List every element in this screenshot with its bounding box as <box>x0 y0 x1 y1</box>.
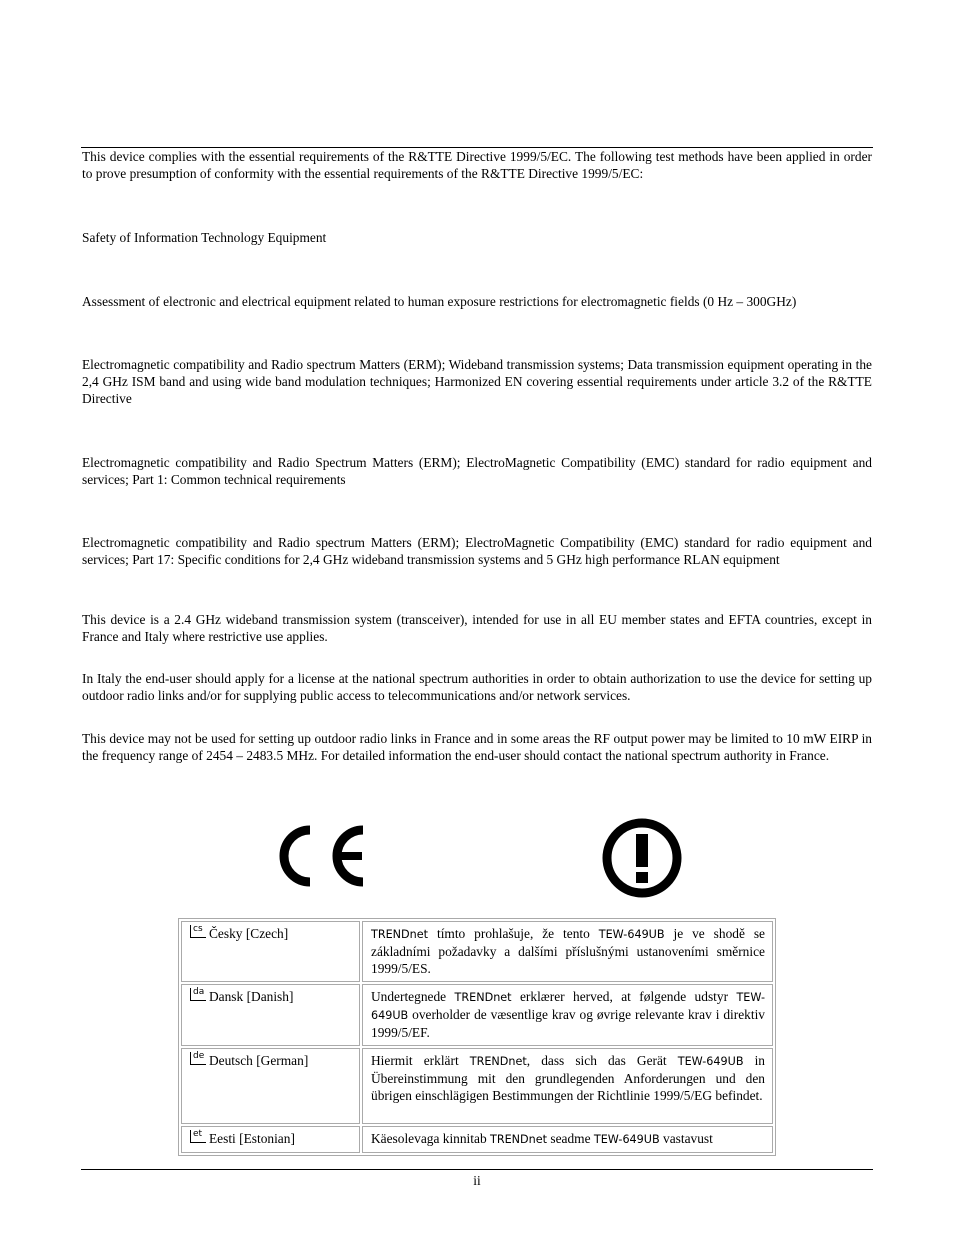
declaration-text: TRENDnet tímto prohlašuje, že tento TEW-649UB je ve shodě se základními požadavky a dalšími příslušnými ustanoveními směrnice 1999/5/ES. <box>362 921 773 982</box>
language-name: Deutsch [German] <box>209 1053 309 1068</box>
italy-paragraph: In Italy the end-user should apply for a license at the national spectrum authorities in order to obtain authorization to use the device for setting up outdoor radio links and/or for supplying public access to telecommunications and/or network services. <box>82 671 872 703</box>
page-number: ii <box>473 1173 481 1188</box>
declaration-text: Undertegnede TRENDnet erklærer herved, at følgende udstyr TEW-649UB overholder de væsentlige krav og øvrige relevante krav i direktiv 1999/5/EF. <box>362 984 773 1046</box>
language-cell <box>181 1126 360 1153</box>
erm-wideband-paragraph: Electromagnetic compatibility and Radio spectrum Matters (ERM); Wideband transmission systems; Data transmission equipment operating in the 2,4 GHz ISM band and using wide band modulation techniques; Harmonized EN covering essential requirements under article 3.2 of the R&TTE Directive <box>82 357 872 406</box>
da-flag-icon: da <box>190 988 206 1001</box>
et-flag-icon: et <box>190 1130 206 1143</box>
alert-sign-icon <box>598 814 686 902</box>
language-cell <box>181 1048 360 1124</box>
language-cell <box>181 921 360 982</box>
language-name: Eesti [Estonian] <box>209 1131 295 1146</box>
language-name: Dansk [Danish] <box>209 989 294 1004</box>
table-row <box>181 921 773 982</box>
exposure-paragraph: Assessment of electronic and electrical equipment related to human exposure restrictions for electromagnetic fields (0 Hz – 300GHz) <box>82 294 797 309</box>
de-flag-icon: de <box>190 1052 206 1065</box>
safety-paragraph: Safety of Information Technology Equipment <box>82 230 327 245</box>
france-paragraph: This device may not be used for setting up outdoor radio links in France and in some areas the RF output power may be limited to 10 mW EIRP in the frequency range of 2454 – 2483.5 MHz. For detailed information the end-user should contact the national spectrum authority in France. <box>82 731 872 763</box>
footer-rule <box>81 1169 873 1170</box>
erm-part17-paragraph: Electromagnetic compatibility and Radio spectrum Matters (ERM); ElectroMagnetic Compatibility (EMC) standard for radio equipment and services; Part 17: Specific conditions for 2,4 GHz wideband transmission systems and 5 GHz high performance RLAN equipment <box>82 535 872 567</box>
declaration-text: Hiermit erklärt TRENDnet, dass sich das Gerät TEW-649UB in Übereinstimmung mit den grundlegenden Anforderungen und den übrigen einschlägigen Bestimmungen der Richtlinie 1999/5/EG befindet. <box>362 1048 773 1124</box>
declaration-text: Käesolevaga kinnitab TRENDnet seadme TEW-649UB vastavust <box>362 1126 773 1153</box>
table-row <box>181 984 773 1046</box>
table-row <box>181 1126 773 1153</box>
declaration-table <box>178 918 776 1156</box>
erm-part1-paragraph: Electromagnetic compatibility and Radio Spectrum Matters (ERM); ElectroMagnetic Compatibility (EMC) standard for radio equipment and services; Part 1: Common technical requirements <box>82 455 872 487</box>
device-use-paragraph: This device is a 2.4 GHz wideband transmission system (transceiver), intended for use in all EU member states and EFTA countries, except in France and Italy where restrictive use applies. <box>82 612 872 644</box>
intro-paragraph: This device complies with the essential requirements of the R&TTE Directive 1999/5/EC. The following test methods have been applied in order to prove presumption of conformity with the essential requirements of the R&TTE Directive 1999/5/EC: <box>82 149 872 181</box>
conformity-logos <box>0 820 954 900</box>
table-row <box>181 1048 773 1124</box>
language-cell <box>181 984 360 1046</box>
cs-flag-icon: cs <box>190 925 206 938</box>
ce-mark-icon <box>270 820 370 892</box>
language-name: Česky [Czech] <box>209 926 289 941</box>
